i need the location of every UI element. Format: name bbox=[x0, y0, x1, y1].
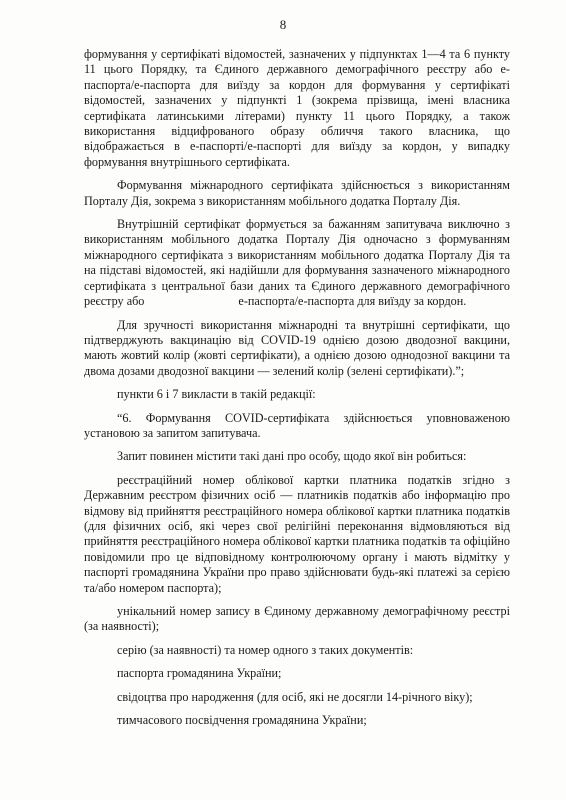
page-number: 8 bbox=[279, 17, 287, 32]
paragraph-internal-certificate-tail: е-паспорта/е-паспорта для виїзду за кордон. bbox=[238, 294, 467, 309]
paragraph-demographic-registry: унікальний номер запису в Єдиному державному демографічному реєстрі (за наявності); bbox=[84, 604, 510, 634]
list-item-birth-certificate: свідоцтва про народження (для осіб, які не досягли 14-річного віку); bbox=[117, 689, 473, 704]
list-item-temporary-certificate: тимчасового посвідчення громадянина України; bbox=[117, 713, 367, 728]
paragraph-internal-certificate bbox=[84, 217, 510, 309]
document-body bbox=[84, 47, 510, 736]
paragraph-amendment-intro: пункти 6 і 7 викласти в такій редакції: bbox=[117, 387, 316, 402]
paragraph-continuation: формування у сертифікаті відомостей, зазначених у підпунктах 1—4 та 6 пункту 11 цього Порядку, та Єдиного державного демографічного реєстру або е-паспорта/е-паспорта для виїзду за кордон для формування у сертифікаті відомостей, зазначених у підпункті 1 (зокрема прізвища, імені власника сертифіката латинськими літерами) пункту 11 цього Порядку, а також використання відцифрованого образу обличчя такого власника, що відображається в е-паспорті/е-паспорті для виїзду за кордон, у випадку формування внутрішнього сертифіката. bbox=[84, 47, 510, 169]
paragraph-tax-number: реєстраційний номер облікової картки платника податків згідно з Державним реєстром фізичних осіб — платників податків або інформацію про відмову від прийняття реєстраційного номера облікової картки платника податків (для фізичних осіб, які через свої релігійні переконання відмовляються від прийняття реєстраційного номера облікової картки платника податків та офіційно повідомили про це відповідному контролюючому органу і мають відмітку у паспорті громадянина України про право здійснювати будь-які платежі за серією та/або номером паспорта); bbox=[84, 472, 510, 595]
paragraph-request-contents: Запит повинен містити такі дані про особу, щодо якої він робиться: bbox=[117, 449, 467, 464]
paragraph-item-6: “6. Формування COVID-сертифіката здійснюється уповноваженою установою за запитом запитувача. bbox=[84, 410, 510, 440]
paragraph-document-series: серію (за наявності) та номер одного з таких документів: bbox=[117, 642, 414, 657]
list-item-passport: паспорта громадянина України; bbox=[117, 666, 282, 681]
paragraph-international-certificate: Формування міжнародного сертифіката здійснюється з використанням Порталу Дія, зокрема з використанням мобільного додатка Порталу Дія. bbox=[84, 178, 510, 208]
paragraph-internal-certificate-text: Внутрішній сертифікат формується за бажанням запитувача виключно з використанням мобільного додатка Порталу Дія одночасно з формуванням міжнародного сертифіката з використанням мобільного додатка Порталу Дія та на підставі відомостей, які надійшли для формування зазначеного міжнародного сертифіката з центральної бази даних та Єдиного державного демографічного реєстру або bbox=[84, 217, 510, 309]
paragraph-certificate-colors: Для зручності використання міжнародні та внутрішні сертифікати, що підтверджують вакцинацію від COVID-19 однією дозою дводозної вакцини, мають жовтий колір (жовті сертифікати), а однією дозою однодозної вакцини та двома дозами дводозної вакцини — зелений колір (зелені сертифікати).”; bbox=[84, 317, 510, 378]
